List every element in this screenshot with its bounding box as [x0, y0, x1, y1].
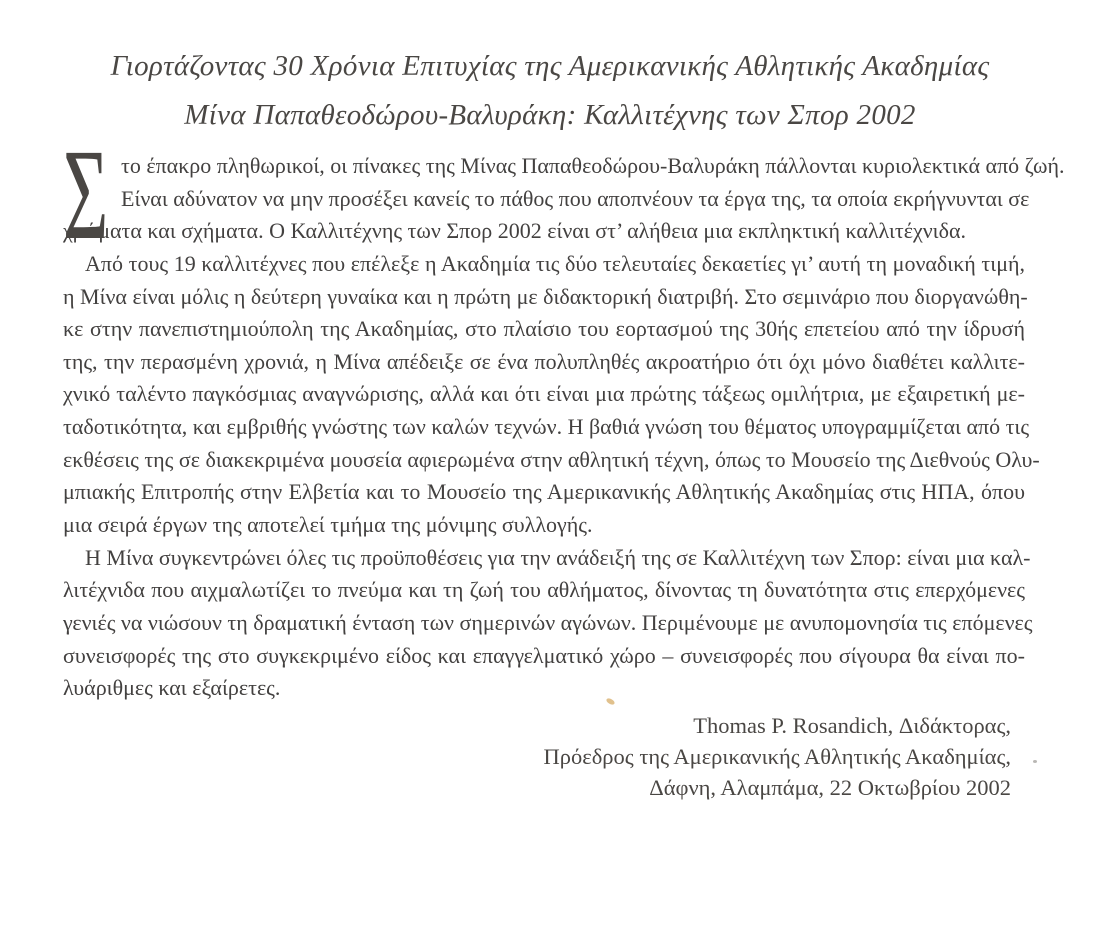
text-line: γενιές να νιώσουν τη δραματική ένταση των σημερινών αγώνων. Περιμένουμε με ανυπομονησία τις επόμενες: [63, 609, 1033, 635]
text-line: χνικό ταλέντο παγκόσμιας αναγνώρισης, αλλά και ότι είναι μια πρώτης τάξεως ομιλήτρια, με εξαιρετική με-: [63, 381, 1025, 407]
text-line: λιτέχνιδα που αιχμαλωτίζει το πνεύμα και τη ζωή του αθλήματος, δίνοντας τη δυνατότητα στις επερχόμενες: [63, 577, 1025, 603]
text-line: χρώματα και σχήματα. Ο Καλλιτέχνης των Σπορ 2002 είναι στ’ αλήθεια μια εκπληκτική καλλιτέχνιδα.: [63, 218, 966, 244]
text-line: μπιακής Επιτροπής στην Ελβετία και το Μουσείο της Αμερικανικής Αθλητικής Ακαδημίας στις ΗΠΑ, όπου: [63, 479, 1025, 505]
document-title: [63, 50, 1037, 148]
text-line: Η Μίνα συγκεντρώνει όλες τις προϋποθέσεις για την ανάδειξή της σε Καλλιτέχνη των Σπορ: είναι μια καλ-: [85, 544, 1031, 570]
text-line: ταδοτικότητα, και εμβριθής γνώστης των καλών τεχνών. Η βαθιά γνώση του θέματος υπογραμμίζεται από τις: [63, 414, 1030, 440]
text-line: Είναι αδύνατον να μην προσέξει κανείς το πάθος που αποπνέουν τα έργα της, τα οποία εκρήγνυνται σε: [121, 185, 1030, 211]
text-line: η Μίνα είναι μόλις η δεύτερη γυναίκα και η πρώτη με διδακτορική διατριβή. Στο σεμινάριο που διοργανώθη-: [63, 283, 1028, 309]
signature-title-line: Πρόεδρος της Αμερικανικής Αθλητικής Ακαδημίας,: [543, 744, 1011, 769]
signature-block: [63, 710, 1011, 803]
text-line: της, την περασμένη χρονιά, η Μίνα απέδειξε σε ένα πολυπληθές ακροατήριο ότι όχι μόνο διαθέτει καλλιτε-: [63, 348, 1025, 374]
scan-speck: [1033, 760, 1037, 763]
drop-cap: Σ: [63, 123, 109, 267]
document-title-line-2: Μίνα Παπαθεοδώρου-Βαλυράκη: Καλλιτέχνης των Σπορ 2002: [184, 99, 916, 131]
text-line: Από τους 19 καλλιτέχνες που επέλεξε η Ακαδημία τις δύο τελευταίες δεκαετίες γι’ αυτή τη μοναδική τιμή,: [85, 250, 1025, 276]
text-line: εκθέσεις της σε διακεκριμένα μουσεία αφιερωμένα στην αθλητική τέχνη, όπως το Μουσείο της Διεθνούς Ολυ-: [63, 446, 1040, 472]
signature-date-line: Δάφνη, Αλαμπάμα, 22 Οκτωβρίου 2002: [649, 775, 1011, 800]
text-line: κε στην πανεπιστημιούπολη της Ακαδημίας, στο πλαίσιο του εορτασμού της 30ής επετείου από την ίδρυσή: [63, 316, 1025, 342]
article-body: [63, 123, 1065, 705]
document-title-line-1: Γιορτάζοντας 30 Χρόνια Επιτυχίας της Αμερικανικής Αθλητικής Ακαδημίας: [110, 50, 990, 82]
text-line: το έπακρο πληθωρικοί, οι πίνακες της Μίνας Παπαθεοδώρου-Βαλυράκη πάλλονται κυριολεκτικά από ζωή.: [121, 153, 1065, 178]
text-line: λυάριθμες και εξαίρετες.: [63, 675, 281, 701]
text-line: μια σειρά έργων της αποτελεί τμήμα της μόνιμης συλλογής.: [63, 512, 593, 538]
signature-name-line: Thomas P. Rosandich, Διδάκτορας,: [693, 713, 1011, 738]
text-line: συνεισφορές της στο συγκεκριμένο είδος και επαγγελματικό χώρο – συνεισφορές που σίγουρα θα είναι πο-: [63, 642, 1025, 668]
paragraph: [63, 542, 1033, 705]
paragraph: [63, 248, 1040, 542]
